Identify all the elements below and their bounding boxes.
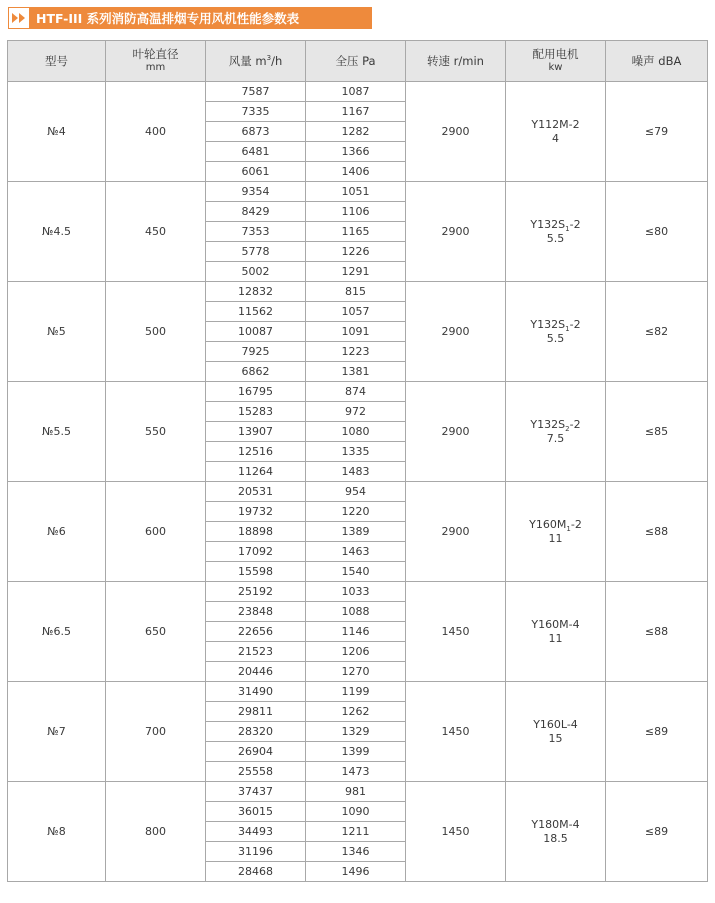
cell-pressure: 1473 bbox=[306, 762, 406, 782]
cell-pressure: 1057 bbox=[306, 302, 406, 322]
cell-pressure: 1199 bbox=[306, 682, 406, 702]
cell-airflow: 20446 bbox=[206, 662, 306, 682]
cell-diameter: 650 bbox=[106, 582, 206, 682]
cell-noise: ≤80 bbox=[606, 182, 708, 282]
cell-noise: ≤85 bbox=[606, 382, 708, 482]
fan-spec-table bbox=[7, 40, 708, 882]
cell-diameter: 550 bbox=[106, 382, 206, 482]
cell-pressure: 1211 bbox=[306, 822, 406, 842]
motor-model bbox=[506, 218, 605, 232]
header-airflow: 风量 $m^3/h$ bbox=[206, 41, 306, 82]
motor-power: 18.5 bbox=[543, 831, 568, 845]
cell-pressure: 1146 bbox=[306, 622, 406, 642]
cell-pressure: 1088 bbox=[306, 602, 406, 622]
cell-speed: 2900 bbox=[406, 82, 506, 182]
fast-forward-icon bbox=[9, 8, 29, 28]
cell-pressure: 1282 bbox=[306, 122, 406, 142]
cell-airflow: 7587 bbox=[206, 82, 306, 102]
cell-model: №5 bbox=[8, 282, 106, 382]
cell-pressure: 1389 bbox=[306, 522, 406, 542]
cell-noise: ≤82 bbox=[606, 282, 708, 382]
cell-noise: ≤79 bbox=[606, 82, 708, 182]
header-diameter: 叶轮直径 mm bbox=[106, 41, 206, 82]
cell-airflow: 7353 bbox=[206, 222, 306, 242]
cell-airflow: 5002 bbox=[206, 262, 306, 282]
cell-pressure: 1270 bbox=[306, 662, 406, 682]
cell-airflow: 6873 bbox=[206, 122, 306, 142]
cell-airflow: 25558 bbox=[206, 762, 306, 782]
motor-power: 11 bbox=[548, 531, 563, 545]
motor-model-prefix: Y160M bbox=[529, 517, 567, 531]
cell-pressure: 1080 bbox=[306, 422, 406, 442]
cell-pressure: 1496 bbox=[306, 862, 406, 882]
table-row bbox=[8, 282, 708, 302]
motor-power: 5.5 bbox=[546, 331, 565, 345]
cell-airflow: 10087 bbox=[206, 322, 306, 342]
cell-pressure: 1346 bbox=[306, 842, 406, 862]
cell-noise: ≤88 bbox=[606, 582, 708, 682]
cell-pressure: 1167 bbox=[306, 102, 406, 122]
cell-diameter: 800 bbox=[106, 782, 206, 882]
header-motor: 配用电机 kw bbox=[506, 41, 606, 82]
cell-airflow: 25192 bbox=[206, 582, 306, 602]
motor-model-prefix: Y160M-4 bbox=[531, 617, 580, 631]
cell-noise: ≤89 bbox=[606, 782, 708, 882]
cell-airflow: 28468 bbox=[206, 862, 306, 882]
cell-pressure: 1220 bbox=[306, 502, 406, 522]
cell-airflow: 21523 bbox=[206, 642, 306, 662]
cell-pressure: 972 bbox=[306, 402, 406, 422]
cell-speed: 2900 bbox=[406, 482, 506, 582]
cell-airflow: 28320 bbox=[206, 722, 306, 742]
motor-power: 5.5 bbox=[546, 231, 565, 245]
motor-power: 11 bbox=[548, 631, 563, 645]
cell-model: №4.5 bbox=[8, 182, 106, 282]
header-row bbox=[8, 41, 708, 82]
table-row bbox=[8, 782, 708, 802]
cell-pressure: 1106 bbox=[306, 202, 406, 222]
motor-model-suffix: -2 bbox=[569, 217, 581, 231]
motor-model-prefix: Y132S bbox=[530, 217, 566, 231]
motor-model-subscript: 1 bbox=[565, 324, 570, 333]
cell-airflow: 29811 bbox=[206, 702, 306, 722]
table-row bbox=[8, 382, 708, 402]
motor-model bbox=[506, 318, 605, 332]
cell-pressure: 1483 bbox=[306, 462, 406, 482]
motor-model-prefix: Y112M-2 bbox=[531, 117, 580, 131]
motor-model bbox=[506, 418, 605, 432]
cell-motor bbox=[506, 182, 606, 282]
cell-speed: 1450 bbox=[406, 782, 506, 882]
cell-airflow: 15283 bbox=[206, 402, 306, 422]
cell-airflow: 12516 bbox=[206, 442, 306, 462]
cell-airflow: 13907 bbox=[206, 422, 306, 442]
cell-airflow: 19732 bbox=[206, 502, 306, 522]
cell-airflow: 7335 bbox=[206, 102, 306, 122]
cell-airflow: 17092 bbox=[206, 542, 306, 562]
cell-pressure: 1463 bbox=[306, 542, 406, 562]
cell-pressure: 1335 bbox=[306, 442, 406, 462]
cell-airflow: 22656 bbox=[206, 622, 306, 642]
cell-airflow: 6061 bbox=[206, 162, 306, 182]
cell-pressure: 815 bbox=[306, 282, 406, 302]
motor-model-prefix: Y132S bbox=[530, 317, 566, 331]
cell-pressure: 1366 bbox=[306, 142, 406, 162]
cell-speed: 1450 bbox=[406, 682, 506, 782]
motor-model-prefix: Y160L-4 bbox=[533, 717, 578, 731]
cell-airflow: 5778 bbox=[206, 242, 306, 262]
cell-pressure: 1381 bbox=[306, 362, 406, 382]
cell-motor bbox=[506, 482, 606, 582]
cell-pressure: 1540 bbox=[306, 562, 406, 582]
motor-model-subscript: 1 bbox=[565, 224, 570, 233]
cell-pressure: 1206 bbox=[306, 642, 406, 662]
cell-airflow: 6481 bbox=[206, 142, 306, 162]
cell-airflow: 6862 bbox=[206, 362, 306, 382]
table-row bbox=[8, 482, 708, 502]
cell-model: №6.5 bbox=[8, 582, 106, 682]
cell-diameter: 600 bbox=[106, 482, 206, 582]
cell-airflow: 36015 bbox=[206, 802, 306, 822]
cell-pressure: 1399 bbox=[306, 742, 406, 762]
motor-model bbox=[506, 518, 605, 532]
cell-airflow: 26904 bbox=[206, 742, 306, 762]
cell-motor bbox=[506, 782, 606, 882]
cell-speed: 2900 bbox=[406, 282, 506, 382]
cell-pressure: 981 bbox=[306, 782, 406, 802]
cell-airflow: 8429 bbox=[206, 202, 306, 222]
cell-pressure: 1165 bbox=[306, 222, 406, 242]
table-row bbox=[8, 82, 708, 102]
motor-power: 4 bbox=[552, 131, 559, 145]
title-bar bbox=[8, 7, 372, 29]
cell-pressure: 1087 bbox=[306, 82, 406, 102]
table-row bbox=[8, 582, 708, 602]
cell-airflow: 20531 bbox=[206, 482, 306, 502]
cell-motor bbox=[506, 382, 606, 482]
cell-motor bbox=[506, 82, 606, 182]
cell-pressure: 1262 bbox=[306, 702, 406, 722]
motor-power: 7.5 bbox=[546, 431, 565, 445]
cell-airflow: 18898 bbox=[206, 522, 306, 542]
motor-model bbox=[506, 618, 605, 632]
cell-diameter: 400 bbox=[106, 82, 206, 182]
motor-model-suffix: -2 bbox=[570, 517, 582, 531]
cell-pressure: 1051 bbox=[306, 182, 406, 202]
cell-pressure: 1091 bbox=[306, 322, 406, 342]
motor-model-subscript: 1 bbox=[566, 524, 571, 533]
table-row bbox=[8, 182, 708, 202]
cell-noise: ≤88 bbox=[606, 482, 708, 582]
cell-pressure: 1226 bbox=[306, 242, 406, 262]
motor-model-prefix: Y132S bbox=[530, 417, 566, 431]
cell-diameter: 500 bbox=[106, 282, 206, 382]
motor-model-suffix: -2 bbox=[569, 317, 581, 331]
cell-pressure: 1291 bbox=[306, 262, 406, 282]
cell-diameter: 450 bbox=[106, 182, 206, 282]
cell-pressure: 954 bbox=[306, 482, 406, 502]
cell-airflow: 9354 bbox=[206, 182, 306, 202]
cell-pressure: 1223 bbox=[306, 342, 406, 362]
cell-model: №8 bbox=[8, 782, 106, 882]
cell-airflow: 31196 bbox=[206, 842, 306, 862]
cell-model: №6 bbox=[8, 482, 106, 582]
cell-model: №5.5 bbox=[8, 382, 106, 482]
cell-speed: 2900 bbox=[406, 382, 506, 482]
motor-model bbox=[506, 818, 605, 832]
header-pressure: 全压 Pa bbox=[306, 41, 406, 82]
cell-noise: ≤89 bbox=[606, 682, 708, 782]
cell-pressure: 1329 bbox=[306, 722, 406, 742]
cell-airflow: 37437 bbox=[206, 782, 306, 802]
cell-motor bbox=[506, 682, 606, 782]
cell-pressure: 1033 bbox=[306, 582, 406, 602]
motor-model-suffix: -2 bbox=[569, 417, 581, 431]
cell-airflow: 12832 bbox=[206, 282, 306, 302]
cell-pressure: 1090 bbox=[306, 802, 406, 822]
header-model: 型号 bbox=[8, 41, 106, 82]
motor-model bbox=[506, 118, 605, 132]
table-row bbox=[8, 682, 708, 702]
header-noise: 噪声 dBA bbox=[606, 41, 708, 82]
motor-model bbox=[506, 718, 605, 732]
cell-motor bbox=[506, 282, 606, 382]
cell-pressure: 874 bbox=[306, 382, 406, 402]
table-body bbox=[8, 82, 708, 882]
cell-airflow: 16795 bbox=[206, 382, 306, 402]
cell-airflow: 7925 bbox=[206, 342, 306, 362]
cell-diameter: 700 bbox=[106, 682, 206, 782]
cell-speed: 1450 bbox=[406, 582, 506, 682]
cell-model: №4 bbox=[8, 82, 106, 182]
cell-airflow: 15598 bbox=[206, 562, 306, 582]
motor-model-prefix: Y180M-4 bbox=[531, 817, 580, 831]
cell-motor bbox=[506, 582, 606, 682]
motor-model-subscript: 2 bbox=[565, 424, 570, 433]
cell-airflow: 23848 bbox=[206, 602, 306, 622]
cell-model: №7 bbox=[8, 682, 106, 782]
cell-airflow: 11264 bbox=[206, 462, 306, 482]
cell-airflow: 31490 bbox=[206, 682, 306, 702]
cell-airflow: 11562 bbox=[206, 302, 306, 322]
header-speed: 转速 r/min bbox=[406, 41, 506, 82]
table-title: HTF-III 系列消防高温排烟专用风机性能参数表 bbox=[36, 11, 300, 26]
cell-pressure: 1406 bbox=[306, 162, 406, 182]
cell-airflow: 34493 bbox=[206, 822, 306, 842]
cell-speed: 2900 bbox=[406, 182, 506, 282]
motor-power: 15 bbox=[548, 731, 563, 745]
